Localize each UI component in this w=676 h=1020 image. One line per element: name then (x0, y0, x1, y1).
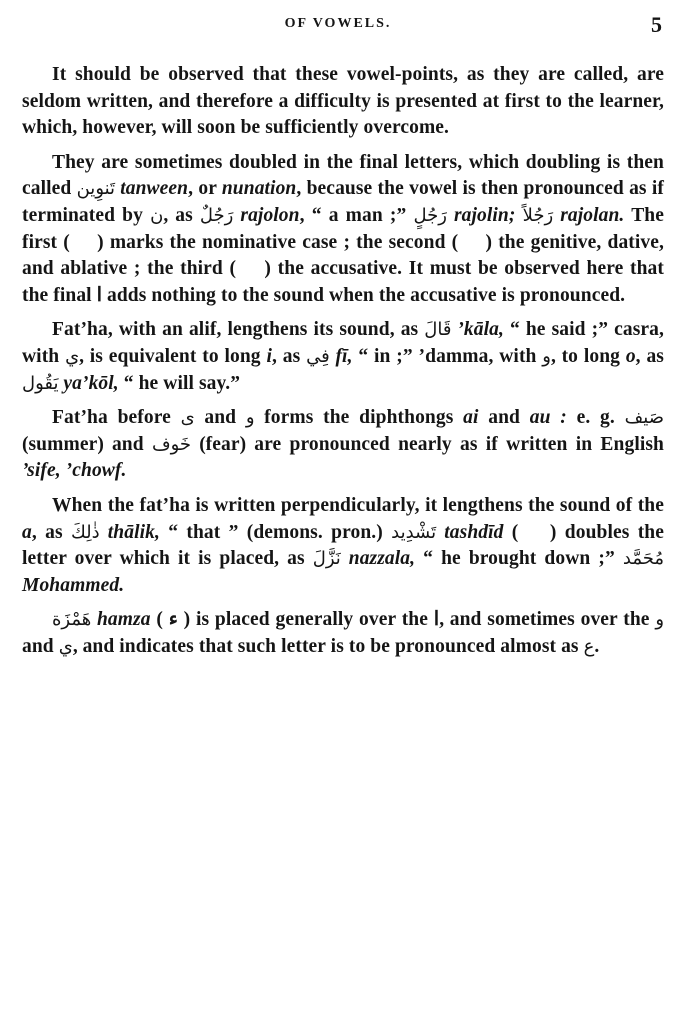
text-run: It should be observed that these vowel-points, as they are called, are seldom written, and therefore a difficulty is presented at first to the learner, which, however, will soon be sufficiently overcome. (22, 64, 664, 139)
arabic-word: تَنوِين (76, 178, 116, 200)
text-run: , to long (551, 345, 626, 367)
arabic-word: تَشْدِيد (391, 521, 437, 543)
arabic-word: و (245, 407, 255, 429)
text-run: , is equivalent to long (79, 345, 267, 367)
text-run: “ he will say.” (118, 372, 241, 394)
arabic-word: هَمْزَة (52, 609, 92, 631)
transliteration: rajolon (233, 204, 300, 226)
arabic-word: رَجُلاً (522, 204, 554, 226)
paragraph (22, 317, 664, 397)
text-run: , as (31, 521, 71, 543)
text-run: ( ء ) is placed generally over the ا, and sometimes over the (150, 609, 656, 631)
paragraph (22, 405, 664, 485)
text-run: e. g. (566, 407, 625, 429)
transliteration: thālik, (99, 521, 160, 543)
transliteration: rajolan. (553, 204, 625, 226)
arabic-word: و (542, 345, 551, 367)
text-run: They are sometimes doubled in the final letters, which doubling is then called (22, 151, 664, 200)
transliteration: tanween (115, 178, 189, 200)
text-run: , and indicates that such letter is to be pronounced almost as (72, 635, 584, 657)
arabic-word: قَالَ (424, 319, 452, 341)
text-run: , or (188, 178, 222, 200)
transliteration: ai (463, 407, 479, 429)
text-run: (summer) and (22, 433, 152, 455)
text-run: , “ a man ;” (299, 204, 414, 226)
text-run: Fat’ha, with an alif, lengthens its sound, as (52, 319, 425, 341)
arabic-word: صَيف (624, 407, 664, 429)
arabic-word: خَوف (151, 433, 192, 455)
arabic-word: ي (58, 635, 73, 657)
transliteration: fī, (329, 345, 353, 367)
arabic-word: ي (65, 345, 80, 367)
transliteration: hamza (91, 609, 151, 631)
body-text (22, 62, 664, 668)
page-title: OF VOWELS. (284, 16, 392, 31)
paragraph (22, 493, 664, 599)
transliteration: Mohammed. (22, 574, 125, 596)
page-number: 5 (651, 12, 662, 37)
text-run: . (594, 635, 600, 657)
text-run: “ in ;” ’damma, with (352, 345, 543, 367)
transliteration: ’sife, ’chowf. (22, 460, 127, 482)
text-run: forms the diphthongs (254, 407, 464, 429)
arabic-word: نَزَّلَ (312, 548, 341, 570)
arabic-word: ذٰلِكَ (70, 521, 100, 543)
paragraph (22, 150, 664, 310)
arabic-word: مُحَمَّد (622, 548, 664, 570)
text-run: “ that ” (demons. pron.) (159, 521, 392, 543)
running-head (0, 12, 676, 42)
text-run: The first ( ٌ ) marks the nominative case ; the second ( ٍ ) the genitive, dative, and ablative ; the third ( ً ) the accusative. It must be observed here that the final ا adds nothing to the sound when the accusative is pronounced. (22, 204, 665, 306)
arabic-word: رَجُلٌ (199, 204, 234, 226)
text-run: (fear) are pronounced nearly as if written in English (191, 433, 664, 455)
arabic-word: ن (150, 204, 164, 226)
arabic-word: ى (180, 407, 195, 429)
transliteration: au : (529, 407, 567, 429)
paragraph (22, 607, 664, 660)
transliteration: ya’kōl, (58, 372, 119, 394)
text-run: ( ّ ) doubles the letter over which it is placed, as (22, 521, 664, 570)
transliteration: rajolin; (446, 204, 516, 226)
transliteration: ’kāla, (451, 319, 504, 341)
transliteration: o (625, 345, 636, 367)
text-run: , as (272, 345, 307, 367)
text-run: and (478, 407, 530, 429)
text-run: and (194, 407, 246, 429)
arabic-word: ع (583, 635, 595, 657)
text-run: “ he brought down ;” (415, 548, 623, 570)
text-run (515, 205, 522, 226)
text-run: Fat’ha before (52, 407, 181, 429)
arabic-word: يَقُول (22, 372, 59, 394)
arabic-word: و (655, 609, 665, 631)
text-run: When the fat’ha is written perpendicularly, it lengthens the sound of the (52, 494, 664, 516)
text-run: , as (635, 345, 664, 367)
text-run: and (22, 635, 59, 657)
transliteration: nazzala, (340, 548, 416, 570)
transliteration: nunation (221, 178, 297, 200)
text-run: , as (163, 204, 200, 226)
arabic-word: رَجُلٍ (413, 204, 447, 226)
paragraph (22, 62, 664, 142)
text-run: “ he said ;” casra, with (22, 319, 664, 367)
transliteration: a (22, 521, 32, 543)
transliteration: i (266, 345, 272, 367)
arabic-word: فِي (306, 345, 330, 367)
text-run: , because the vowel is then pronounced as if terminated by (22, 178, 664, 226)
transliteration: tashdīd (436, 521, 504, 543)
